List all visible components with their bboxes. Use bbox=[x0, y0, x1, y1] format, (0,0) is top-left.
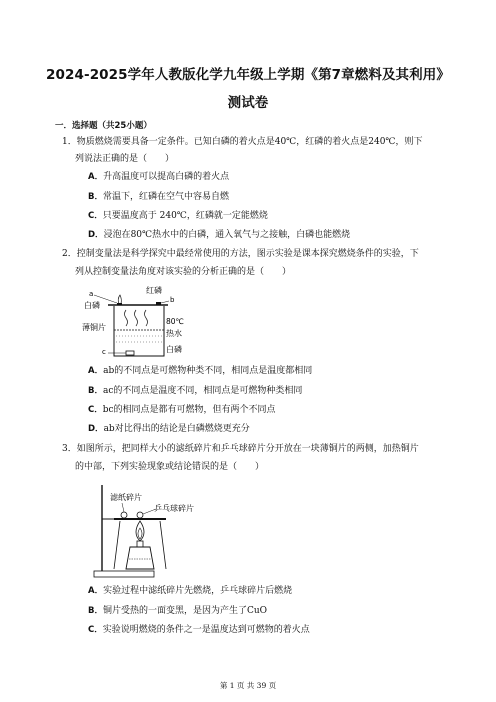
option-text: bc的相同点是都有可燃物，但有两个不同点 bbox=[102, 405, 276, 415]
label-filter-paper: 滤纸碎片 bbox=[110, 493, 142, 502]
label-copper-sheet: 薄铜片 bbox=[82, 323, 106, 332]
label-b: b bbox=[170, 296, 175, 304]
option-letter: A． bbox=[88, 366, 104, 376]
section-heading: 一．选择题（共25小题） bbox=[55, 121, 152, 131]
doc-title-line1: 2024-2025学年人教版化学九年级上学期《第7章燃料及其利用》 bbox=[46, 67, 450, 83]
option-text: 常温下，红磷在空气中容易自燃 bbox=[102, 192, 229, 202]
label-red-phosphorus: 红磷 bbox=[146, 286, 162, 295]
option-text: ab对比得出的结论是白磷燃烧更充分 bbox=[103, 424, 250, 434]
option-letter: A． bbox=[88, 586, 104, 596]
q3-heating-figure bbox=[88, 481, 206, 581]
label-hot-water: 热水 bbox=[166, 329, 182, 338]
option-text: 铜片受热的一面变黑，是因为产生了CuO bbox=[102, 606, 268, 616]
option-letter: C． bbox=[88, 405, 103, 415]
q2-stem-line2: 列从控制变量法角度对该实验的分析正确的是（ ） bbox=[75, 267, 292, 277]
option-text: 只要温度高于 240℃，红磷就一定能燃烧 bbox=[102, 211, 268, 221]
option-letter: D． bbox=[88, 230, 104, 240]
q1-option-d bbox=[88, 229, 350, 241]
q2-combustion-figure bbox=[82, 284, 192, 362]
q3-option-a bbox=[88, 585, 292, 597]
doc-title-line2: 测试卷 bbox=[227, 95, 269, 111]
option-letter: A． bbox=[88, 172, 104, 182]
label-c: c bbox=[102, 348, 106, 356]
label-white-phosphorus-top: 白磷 bbox=[84, 301, 100, 310]
option-text: ab的不同点是可燃物种类不同，相同点是温度都相同 bbox=[103, 366, 313, 376]
q1-option-b bbox=[88, 191, 229, 203]
q2-option-c bbox=[88, 404, 276, 416]
q1-stem-line2: 列说法正确的是（ ） bbox=[75, 154, 175, 164]
label-white-phosphorus-bottom: 白磷 bbox=[166, 345, 182, 354]
q3-stem-line1: 3．如图所示，把同样大小的滤纸碎片和乒乓球碎片分开放在一块薄铜片的两侧，加热铜片 bbox=[62, 444, 419, 454]
option-text: 升高温度可以提高白磷的着火点 bbox=[103, 172, 230, 182]
option-text: 实验说明燃烧的条件之一是温度达到可燃物的着火点 bbox=[102, 625, 310, 635]
q3-stem-line2: 的中部，下列实验现象或结论错误的是（ ） bbox=[75, 462, 265, 472]
label-temperature: 80℃ bbox=[166, 317, 184, 326]
q1-option-c bbox=[88, 210, 268, 222]
option-letter: D． bbox=[88, 424, 104, 434]
q2-stem-line1: 2．控制变量法是科学探究中最经常使用的方法，图示实验是课本探究燃烧条件的实验，下 bbox=[62, 249, 419, 259]
q2-option-d bbox=[88, 423, 250, 435]
q1-stem-line1: 1．物质燃烧需要具备一定条件。已知白磷的着火点是40℃，红磷的着火点是240℃，则下 bbox=[62, 137, 423, 147]
q2-option-b bbox=[88, 385, 302, 397]
option-letter: C． bbox=[88, 625, 103, 635]
option-text: ac的不同点是温度不同，相同点是可燃物种类相同 bbox=[102, 386, 303, 396]
page-footer: 第 1 页 共 39 页 bbox=[219, 681, 277, 690]
q2-option-a bbox=[88, 365, 312, 377]
label-a: a bbox=[89, 290, 94, 298]
option-letter: B． bbox=[88, 386, 103, 396]
q3-option-c bbox=[88, 624, 310, 636]
option-letter: B． bbox=[88, 606, 103, 616]
option-letter: C． bbox=[88, 211, 103, 221]
q3-option-b bbox=[88, 605, 267, 617]
label-pingpong: 乒乓球碎片 bbox=[154, 504, 194, 513]
option-text: 实验过程中滤纸碎片先燃烧，乒乓球碎片后燃烧 bbox=[103, 586, 293, 596]
q1-option-a bbox=[88, 171, 229, 183]
option-letter: B． bbox=[88, 192, 103, 202]
option-text: 浸泡在80℃热水中的白磷，通入氧气与之接触，白磷也能燃烧 bbox=[103, 230, 351, 240]
